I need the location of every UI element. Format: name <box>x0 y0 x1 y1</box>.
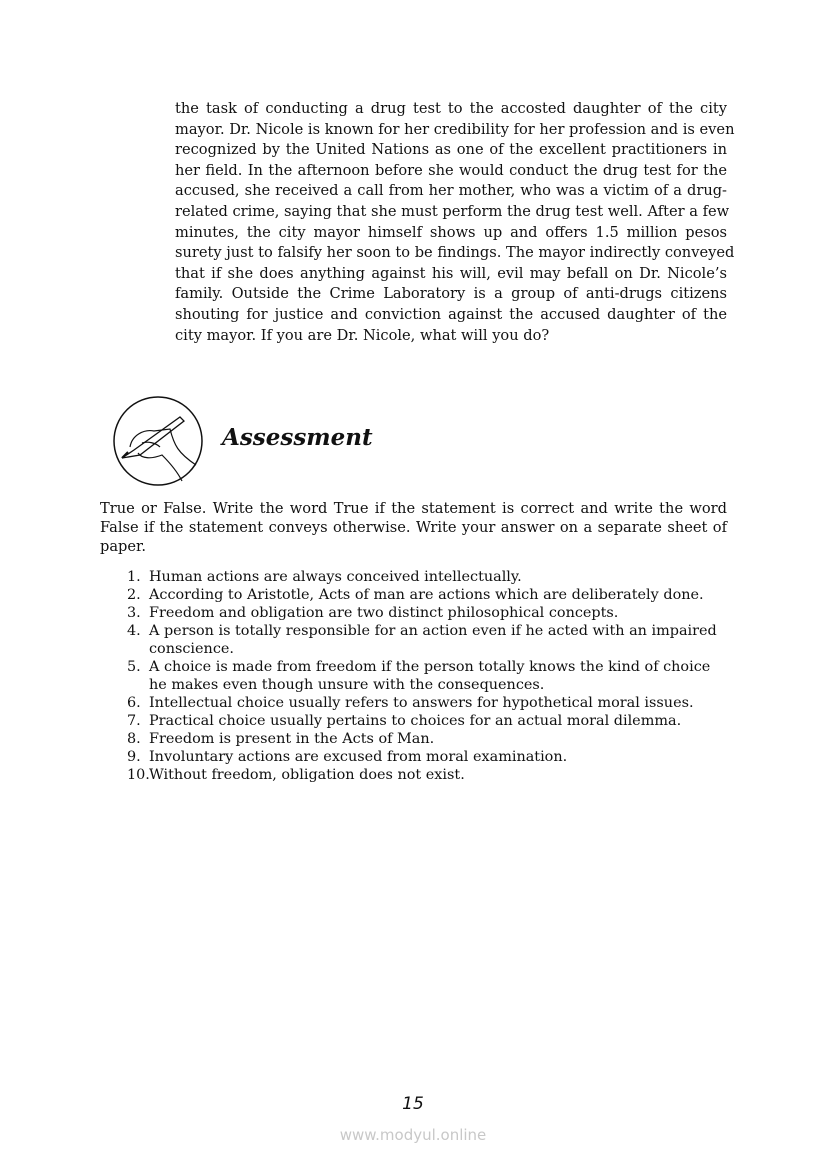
item-text: A person is totally responsible for an action even if he acted with an impaired conscience. <box>149 623 717 657</box>
item-number: 10. <box>127 767 150 783</box>
list-item <box>127 568 727 586</box>
true-false-list <box>127 568 727 784</box>
list-item <box>127 586 727 604</box>
paragraph-line: city mayor. If you are Dr. Nicole, what will you do? <box>175 326 550 344</box>
list-item <box>127 712 727 730</box>
item-text: Involuntary actions are excused from moral examination. <box>149 749 568 765</box>
watermark: www.modyul.online <box>339 1126 487 1144</box>
paragraph-line: surety just to falsify her soon to be findings. The mayor indirectly conveyed <box>175 244 735 262</box>
hand-writing-pencil-icon <box>112 395 204 487</box>
instructions: True or False. Write the word True if the statement is correct and write the word False if the statement conveys otherwise. Write your answer on a separate sheet of paper. <box>100 500 727 555</box>
paragraph-line: minutes, the city mayor himself shows up and offers 1.5 million pesos <box>175 223 727 241</box>
paragraph-line: mayor. Dr. Nicole is known for her credibility for her profession and is even <box>175 120 735 138</box>
item-text: Freedom and obligation are two distinct philosophical concepts. <box>149 605 619 621</box>
paragraph-line: family. Outside the Crime Laboratory is a group of anti-drugs citizens <box>175 285 727 303</box>
paragraph-line: the task of conducting a drug test to the accosted daughter of the city <box>175 100 727 117</box>
list-item <box>127 730 727 748</box>
paragraph-line: related crime, saying that she must perform the drug test well. After a few <box>175 202 730 220</box>
item-text: Human actions are always conceived intellectually. <box>149 569 522 585</box>
item-text: Intellectual choice usually refers to answers for hypothetical moral issues. <box>149 695 694 711</box>
paragraph-line: recognized by the United Nations as one of the excellent practitioners in <box>175 141 727 159</box>
list-item <box>127 766 727 784</box>
item-text: Practical choice usually pertains to choices for an actual moral dilemma. <box>149 713 682 729</box>
paragraph-line: that if she does anything against his will, evil may befall on Dr. Nicole’s <box>175 264 727 282</box>
item-number: 4. <box>127 623 141 639</box>
page-number: 15 <box>402 1094 424 1114</box>
list-item <box>127 658 727 694</box>
paragraph-line: shouting for justice and conviction against the accused daughter of the <box>175 305 727 323</box>
list-item <box>127 748 727 766</box>
paragraph-line: her field. In the afternoon before she would conduct the drug test for the <box>175 161 727 179</box>
item-number: 7. <box>127 713 141 729</box>
list-item <box>127 622 727 658</box>
scenario-paragraph <box>175 99 735 346</box>
item-number: 6. <box>127 695 141 711</box>
item-text: According to Aristotle, Acts of man are actions which are deliberately done. <box>149 587 704 603</box>
item-text: A choice is made from freedom if the person totally knows the kind of choice he makes even though unsure with the consequences. <box>149 659 711 693</box>
paragraph-line: accused, she received a call from her mother, who was a victim of a drug- <box>175 182 727 200</box>
item-number: 8. <box>127 731 141 747</box>
item-number: 9. <box>127 749 141 765</box>
item-text: Without freedom, obligation does not exist. <box>149 767 465 783</box>
item-number: 5. <box>127 659 141 675</box>
list-item <box>127 604 727 622</box>
item-number: 1. <box>127 569 141 585</box>
item-number: 2. <box>127 587 141 603</box>
list-item <box>127 694 727 712</box>
section-heading: Assessment <box>222 424 373 451</box>
item-number: 3. <box>127 605 141 621</box>
item-text: Freedom is present in the Acts of Man. <box>149 731 435 747</box>
